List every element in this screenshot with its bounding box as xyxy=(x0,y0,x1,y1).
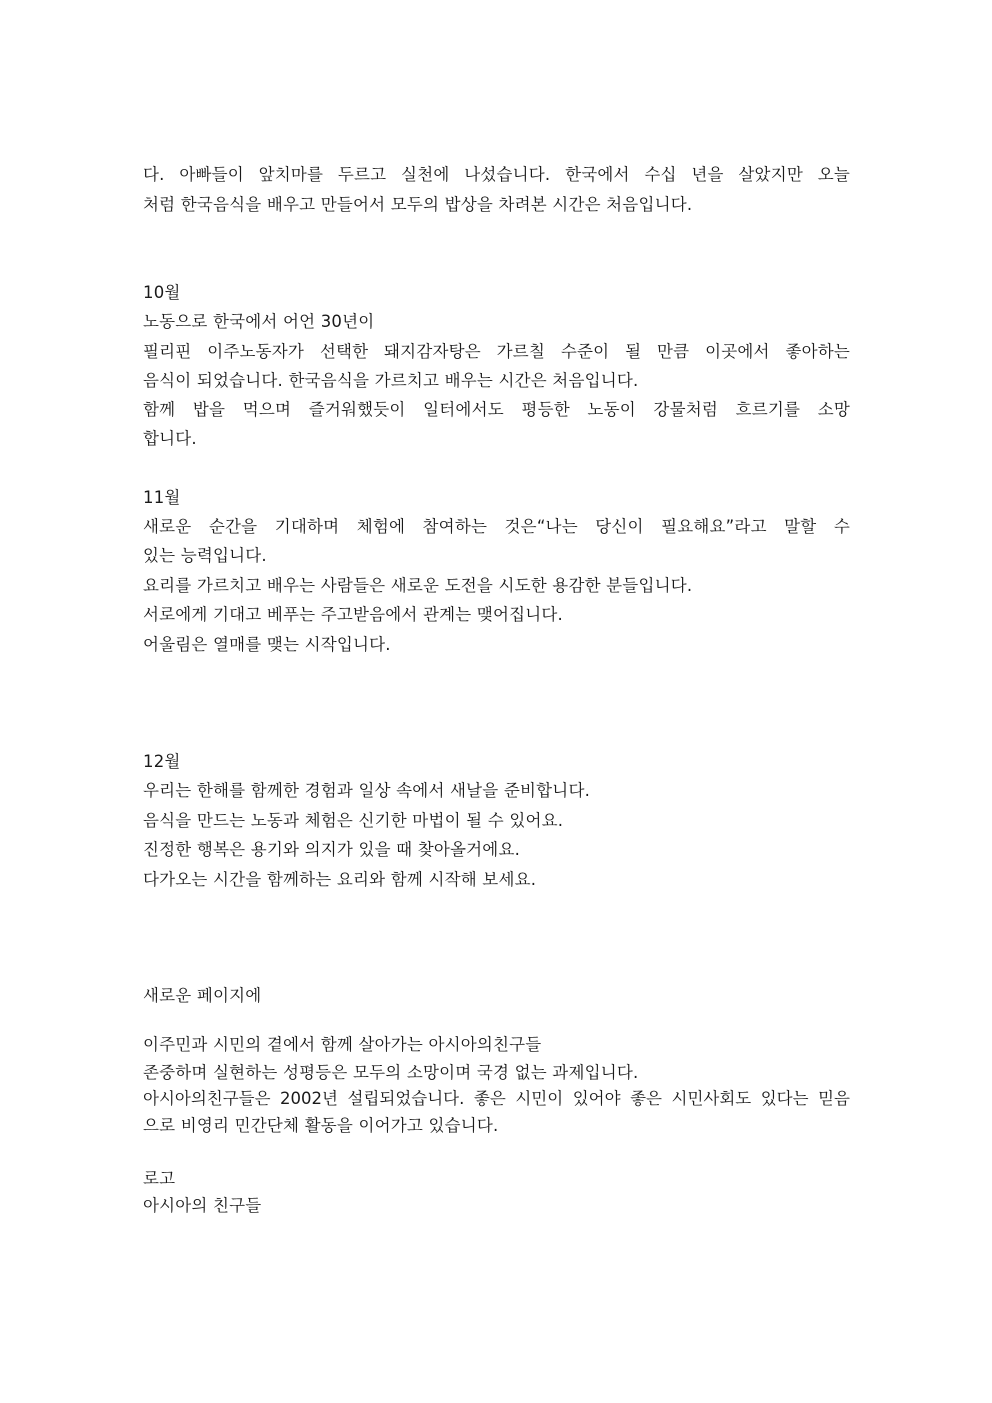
october-heading: 10월 xyxy=(143,283,181,302)
new-page-line-4: 으로 비영리 민간단체 활동을 이어가고 있습니다. xyxy=(143,1116,499,1135)
december-line-4: 다가오는 시간을 함께하는 요리와 함께 시작해 보세요. xyxy=(143,870,537,889)
new-page-line-3: 아시아의친구들은 2002년 설립되었습니다. 좋은 시민이 있어야 좋은 시민사회도 있다는 믿음 xyxy=(143,1089,850,1108)
october-line-2: 필리핀 이주노동자가 선택한 돼지감자탕은 가르칠 수준이 될 만큼 이곳에서 좋아하는 xyxy=(143,342,850,361)
november-line-4: 서로에게 기대고 베푸는 주고받음에서 관계는 맺어집니다. xyxy=(143,605,564,624)
october-line-3: 음식이 되었습니다. 한국음식을 가르치고 배우는 시간은 처음입니다. xyxy=(143,371,639,390)
logo-organization-name: 아시아의 친구들 xyxy=(143,1196,262,1215)
logo-label: 로고 xyxy=(143,1169,176,1188)
december-heading: 12월 xyxy=(143,752,181,771)
november-line-3: 요리를 가르치고 배우는 사람들은 새로운 도전을 시도한 용감한 분들입니다. xyxy=(143,576,693,595)
november-heading: 11월 xyxy=(143,488,181,507)
new-page-line-2: 존중하며 실현하는 성평등은 모두의 소망이며 국경 없는 과제입니다. xyxy=(143,1063,639,1082)
october-line-1: 노동으로 한국에서 어언 30년이 xyxy=(143,312,375,331)
new-page-line-1: 이주민과 시민의 곁에서 함께 살아가는 아시아의친구들 xyxy=(143,1035,542,1054)
november-line-1: 새로운 순간을 기대하며 체험에 참여하는 것은“나는 당신이 필요해요”라고 말할 수 xyxy=(143,517,850,536)
november-line-2: 있는 능력입니다. xyxy=(143,546,267,565)
december-line-1: 우리는 한해를 함께한 경험과 일상 속에서 새날을 준비합니다. xyxy=(143,781,591,800)
december-line-3: 진정한 행복은 용기와 의지가 있을 때 찾아올거에요. xyxy=(143,840,521,859)
new-page-heading: 새로운 페이지에 xyxy=(143,986,262,1005)
october-line-4: 함께 밥을 먹으며 즐거워했듯이 일터에서도 평등한 노동이 강물처럼 흐르기를 소망 xyxy=(143,400,850,419)
intro-line-2: 처럼 한국음식을 배우고 만들어서 모두의 밥상을 차려본 시간은 처음입니다. xyxy=(143,195,693,214)
december-line-2: 음식을 만드는 노동과 체험은 신기한 마법이 될 수 있어요. xyxy=(143,811,564,830)
november-line-5: 어울림은 열매를 맺는 시작입니다. xyxy=(143,635,391,654)
october-line-5: 합니다. xyxy=(143,429,197,448)
intro-line-1: 다. 아빠들이 앞치마를 두르고 실천에 나섰습니다. 한국에서 수십 년을 살았지만 오늘 xyxy=(143,165,850,184)
